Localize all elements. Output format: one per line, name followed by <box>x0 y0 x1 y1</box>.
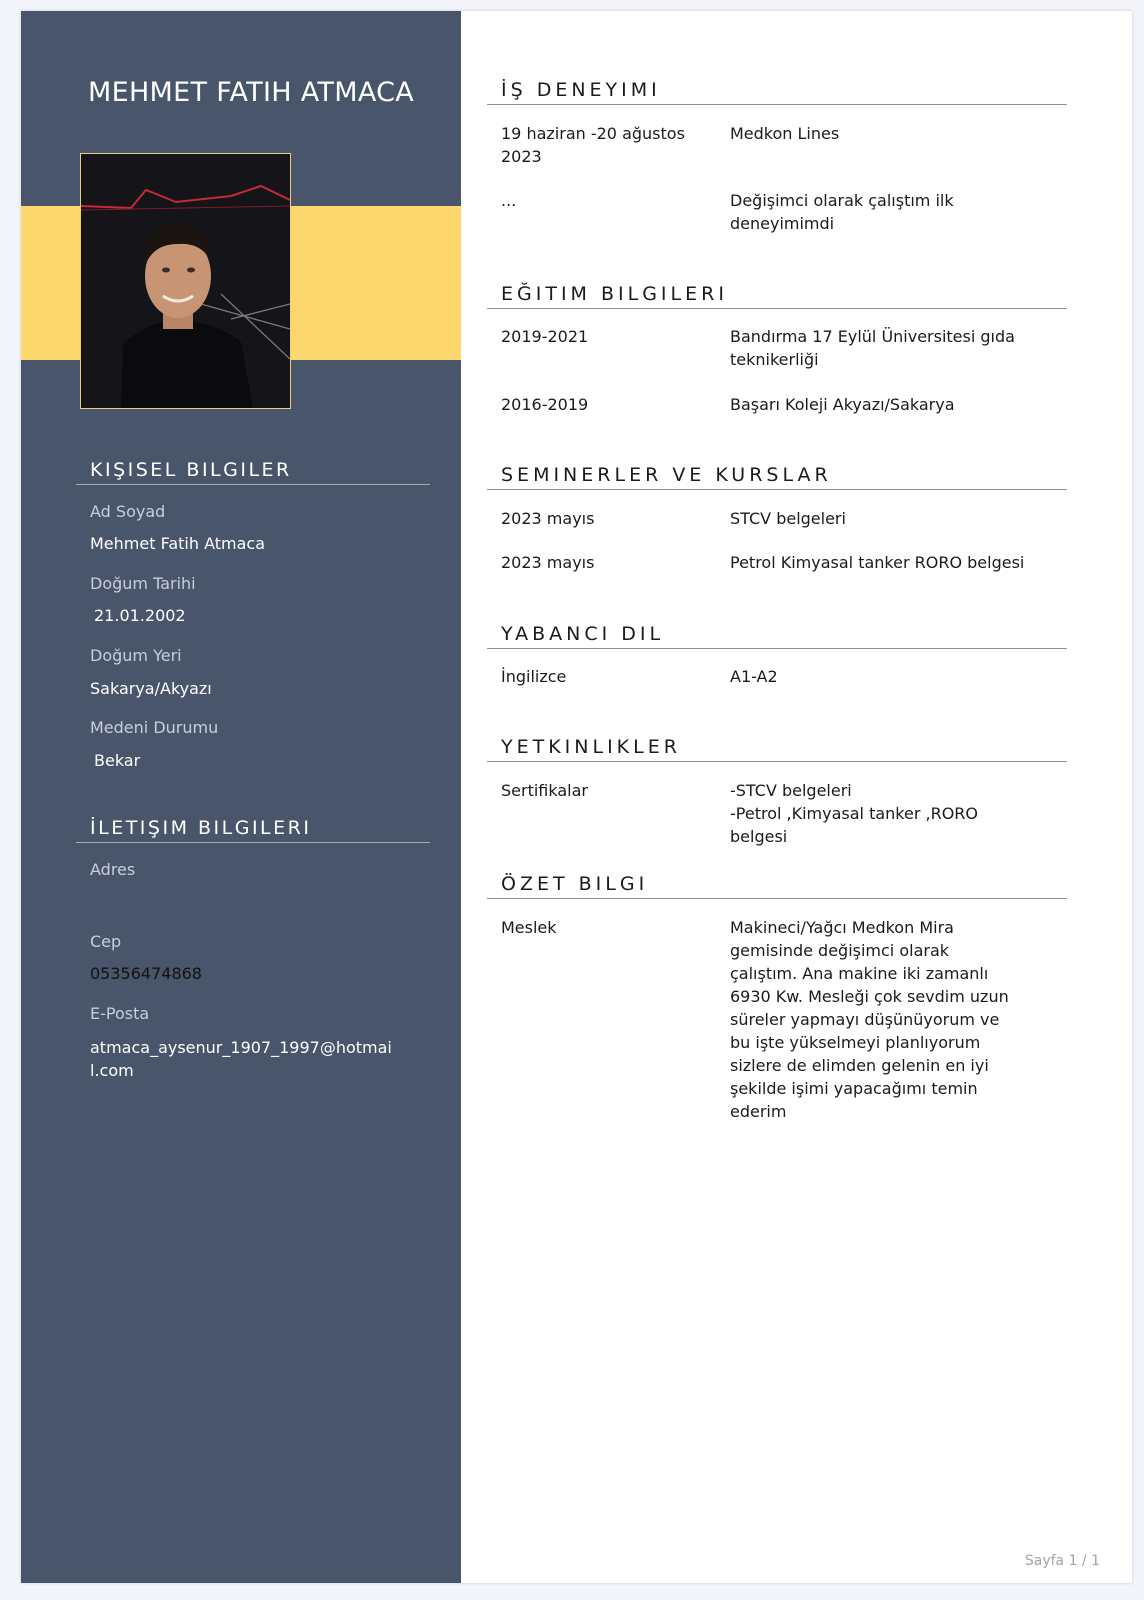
seminars-heading: SEMINERLER VE KURSLAR <box>487 464 1067 490</box>
seminar-date-1: 2023 mayıs <box>501 509 595 528</box>
skill-line: -Petrol ,Kimyasal tanker ,RORO belgesi <box>730 804 978 846</box>
experience-company: Medkon Lines <box>730 124 840 143</box>
phone-label: Cep <box>90 932 122 951</box>
cv-page <box>21 11 1132 1583</box>
marital-status-label: Medeni Durumu <box>90 718 219 737</box>
address-label: Adres <box>90 860 136 879</box>
birth-place-value: Sakarya/Akyazı <box>90 679 212 698</box>
education-heading: EĞITIM BILGILERI <box>487 283 1067 309</box>
summary-text: Makineci/Yağcı Medkon Mira gemisinde değişimci olarak çalıştım. Ana makine iki zamanlı 6930 Kw. Mesleği çok sevdim uzun süreler yapmayı düşünüyorum ve bu işte yükselmeyi planlıyorum sizlere de elimden gelenin en iyi şekilde işimi yapacağımı temin ederim <box>730 918 1009 1121</box>
page-number: Sayfa 1 / 1 <box>1024 1553 1100 1569</box>
education-school-1: Bandırma 17 Eylül Üniversitesi gıda teknikerliği <box>730 327 1015 369</box>
experience-date: 19 haziran -20 ağustos 2023 <box>501 124 685 166</box>
full-name-label: Ad Soyad <box>90 502 166 521</box>
phone-value[interactable]: 05356474868 <box>90 964 202 983</box>
skills-label: Sertifikalar <box>501 781 588 800</box>
language-name: İngilizce <box>501 667 567 686</box>
language-level: A1-A2 <box>730 667 778 686</box>
profile-photo-image <box>81 154 290 408</box>
full-name-value: Mehmet Fatih Atmaca <box>90 534 265 553</box>
experience-heading: İŞ DENEYIMI <box>487 79 1067 105</box>
language-heading: YABANCI DIL <box>487 623 1067 649</box>
seminar-name-1: STCV belgeleri <box>730 509 846 528</box>
experience-extra-date: ... <box>501 191 517 210</box>
personal-info-heading: KIŞISEL BILGILER <box>76 459 430 485</box>
seminar-name-2: Petrol Kimyasal tanker RORO belgesi <box>730 553 1025 572</box>
education-date-2: 2016-2019 <box>501 395 589 414</box>
birth-date-value: 21.01.2002 <box>94 606 186 625</box>
experience-description: Değişimci olarak çalıştım ilk deneyimimdi <box>730 191 954 233</box>
cv-name: MEHMET FATIH ATMACA <box>88 77 415 108</box>
marital-status-value: Bekar <box>94 751 141 770</box>
skills-heading: YETKINLIKLER <box>487 736 1067 762</box>
contact-info-heading: İLETIŞIM BILGILERI <box>76 817 430 843</box>
birth-date-label: Doğum Tarihi <box>90 574 196 593</box>
profile-photo <box>80 153 291 409</box>
summary-heading: ÖZET BILGI <box>487 873 1067 899</box>
summary-label: Meslek <box>501 918 557 937</box>
seminar-date-2: 2023 mayıs <box>501 553 595 572</box>
education-school-2: Başarı Koleji Akyazı/Sakarya <box>730 395 955 414</box>
skills-list <box>730 779 1040 848</box>
email-label: E-Posta <box>90 1004 150 1023</box>
birth-place-label: Doğum Yeri <box>90 646 182 665</box>
email-value[interactable]: atmaca_aysenur_1907_1997@hotmail.com <box>90 1038 392 1080</box>
skill-line: -STCV belgeleri <box>730 781 852 800</box>
education-date-1: 2019-2021 <box>501 327 589 346</box>
